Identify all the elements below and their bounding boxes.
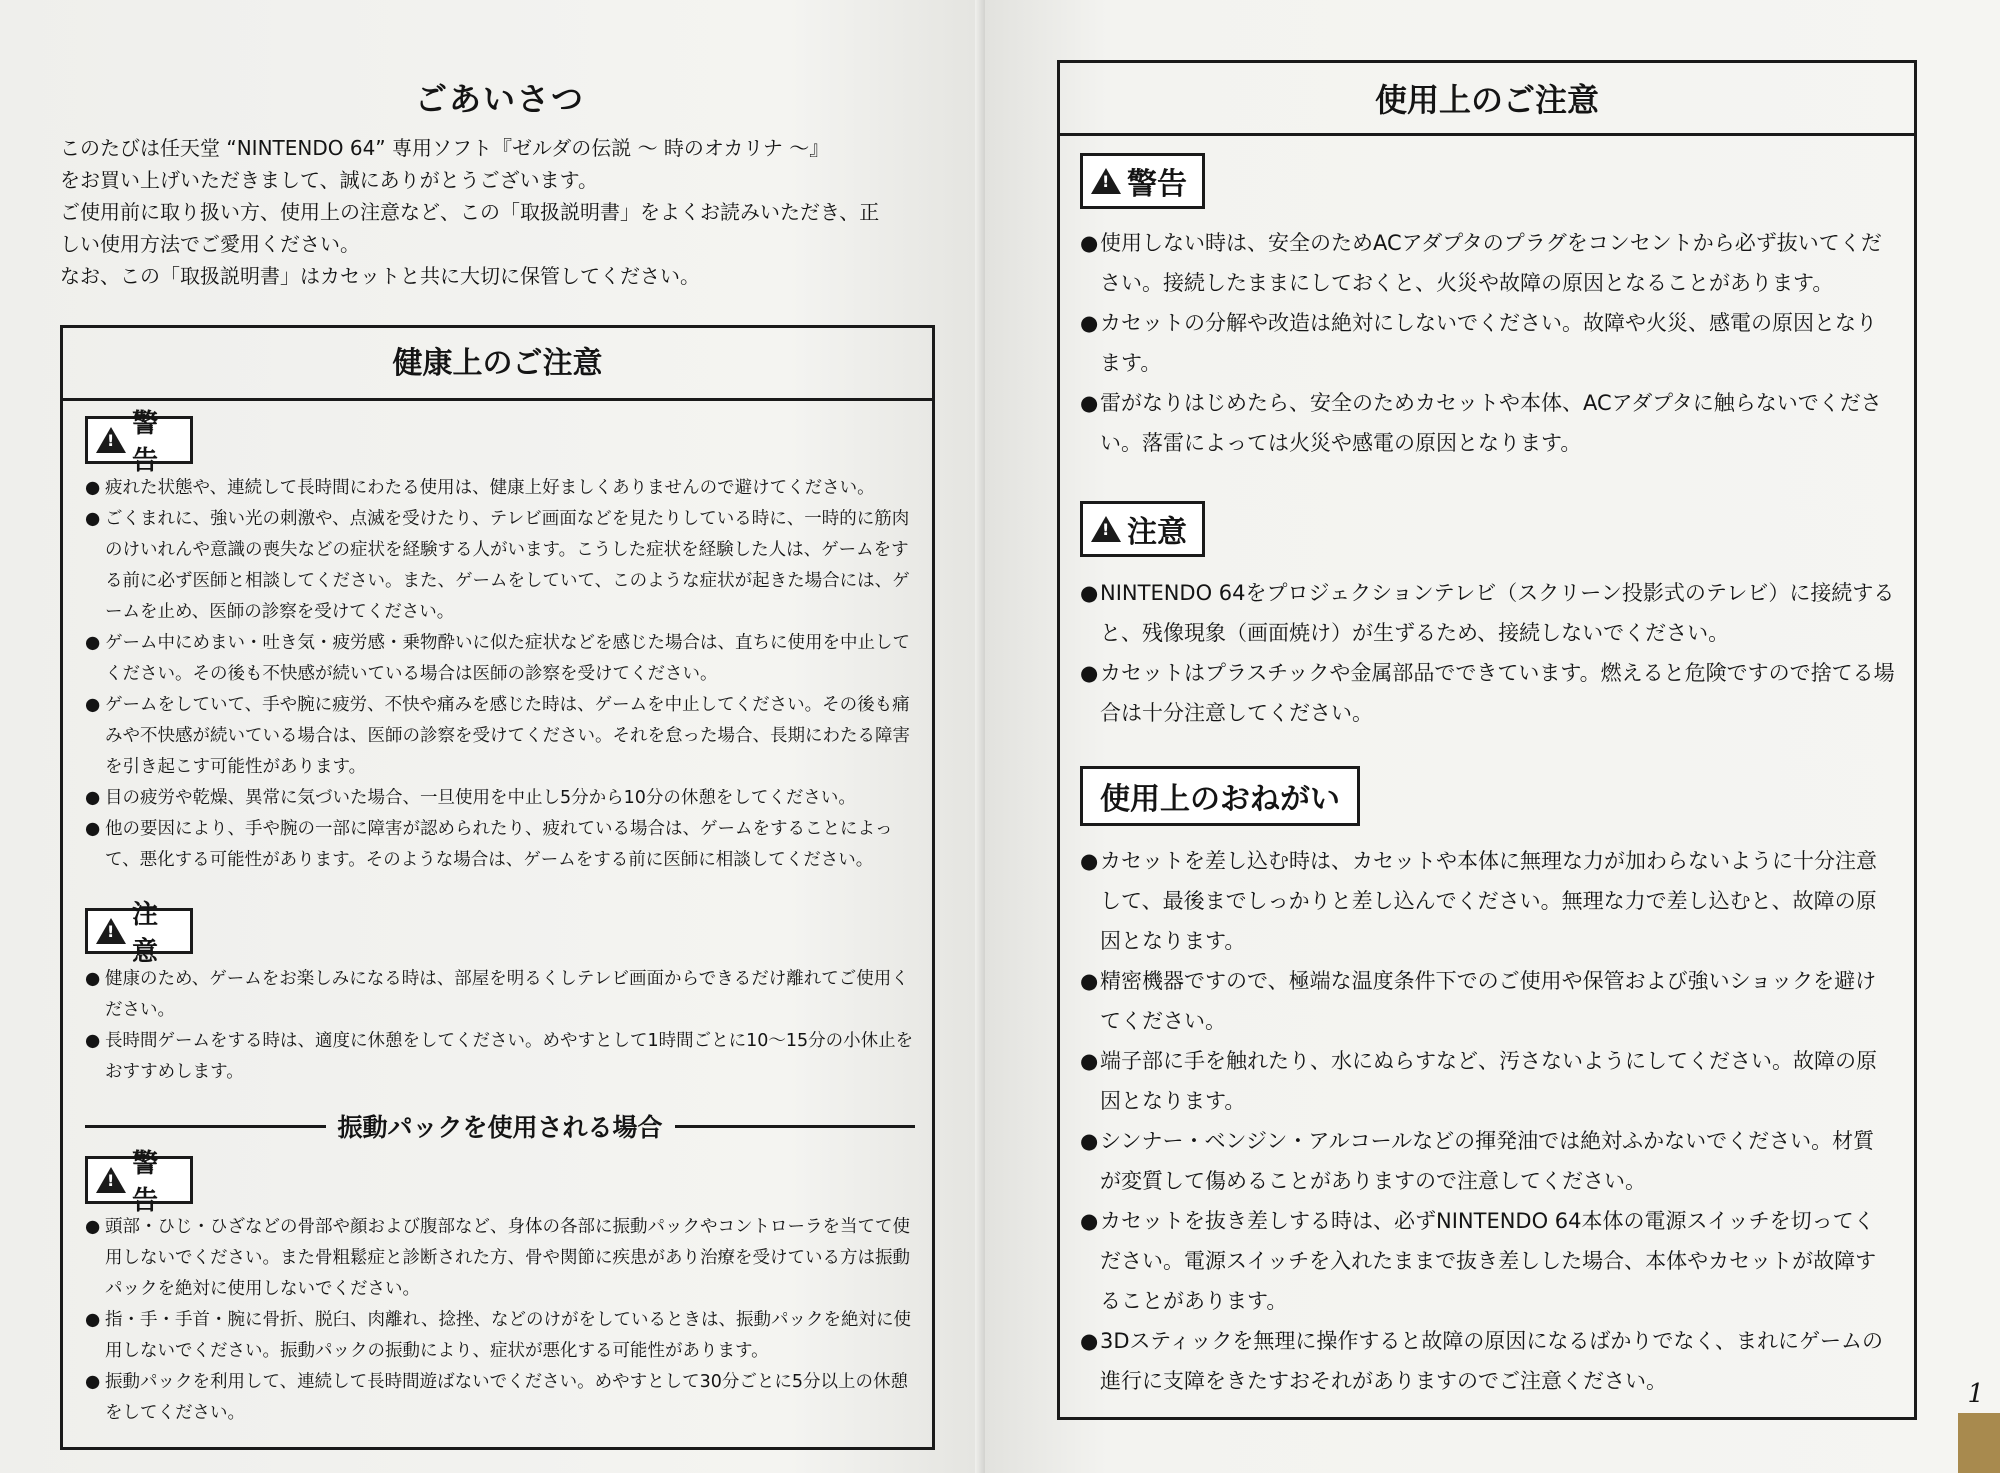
greeting-line: をお買い上げいただきまして、誠にありがとうございます。 bbox=[60, 168, 598, 192]
page-number: 1 bbox=[1967, 1379, 1984, 1409]
right-page bbox=[985, 0, 2000, 1473]
rumble-warning-list bbox=[85, 1212, 915, 1429]
usage-caution-label: ! 注意 bbox=[1080, 501, 1205, 557]
warning-triangle-icon bbox=[1091, 168, 1121, 194]
greeting-line: このたびは任天堂 “NINTENDO 64” 専用ソフト『ゼルダの伝説 〜 時のオカリナ 〜』 bbox=[60, 136, 830, 160]
list-item: ● シンナー・ベンジン・アルコールなどの揮発油では絶対ふかないでください。材質が変質して傷めることがありますので注意してください。 bbox=[1080, 1121, 1895, 1201]
health-notice-box bbox=[60, 325, 935, 1450]
usage-request-label: 使用上のおねがい bbox=[1080, 766, 1360, 826]
list-item: ● ゲーム中にめまい・吐き気・疲労感・乗物酔いに似た症状などを感じた場合は、直ちに使用を中止してください。その後も不快感が続いている場合は医師の診察を受けてください。 bbox=[85, 628, 915, 690]
heading-rule bbox=[85, 1125, 326, 1128]
list-item: ● 目の疲労や乾燥、異常に気づいた場合、一旦使用を中止し5分から10分の休憩をしてください。 bbox=[85, 783, 915, 814]
list-item: ● 振動パックを利用して、連続して長時間遊ばないでください。めやすとして30分ごとに5分以上の休憩をしてください。 bbox=[85, 1367, 915, 1429]
usage-notice-box bbox=[1057, 60, 1917, 1420]
list-item: ● 3Dスティックを無理に操作すると故障の原因になるばかりでなく、まれにゲームの進行に支障をきたすおそれがありますのでご注意ください。 bbox=[1080, 1321, 1895, 1401]
usage-warning-label: ! 警告 bbox=[1080, 153, 1205, 209]
list-item: ● 長時間ゲームをする時は、適度に休憩をしてください。めやすとして1時間ごとに10〜15分の小休止をおすすめします。 bbox=[85, 1026, 915, 1088]
usage-request-list bbox=[1080, 841, 1895, 1401]
warning-triangle-icon bbox=[96, 1167, 126, 1193]
greeting-text bbox=[60, 132, 940, 292]
caution-triangle-icon bbox=[1091, 516, 1121, 542]
health-warning-list bbox=[85, 473, 915, 876]
list-item: ● 指・手・手首・腕に骨折、脱臼、肉離れ、捻挫、などのけがをしているときは、振動パックを絶対に使用しないでください。振動パックの振動により、症状が悪化する可能性があります。 bbox=[85, 1305, 915, 1367]
list-item: ● 使用しない時は、安全のためACアダプタのプラグをコンセントから必ず抜いてください。接続したままにしておくと、火災や故障の原因となることがあります。 bbox=[1080, 223, 1895, 303]
list-item: ● カセットはプラスチックや金属部品でできています。燃えると危険ですので捨てる場合は十分注意してください。 bbox=[1080, 653, 1895, 733]
list-item: ● カセットを抜き差しする時は、必ずNINTENDO 64本体の電源スイッチを切ってください。電源スイッチを入れたままで抜き差しした場合、本体やカセットが故障することがあります。 bbox=[1080, 1201, 1895, 1321]
caution-triangle-icon bbox=[96, 918, 126, 944]
list-item: ● カセットの分解や改造は絶対にしないでください。故障や火災、感電の原因となります。 bbox=[1080, 303, 1895, 383]
list-item: ● 疲れた状態や、連続して長時間にわたる使用は、健康上好ましくありませんので避けてください。 bbox=[85, 473, 915, 504]
warning-triangle-icon bbox=[96, 427, 126, 453]
list-item: ● 端子部に手を触れたり、水にぬらすなど、汚さないようにしてください。故障の原因となります。 bbox=[1080, 1041, 1895, 1121]
list-item: ● 健康のため、ゲームをお楽しみになる時は、部屋を明るくしテレビ画面からできるだけ離れてご使用ください。 bbox=[85, 964, 915, 1026]
usage-notice-title: 使用上のご注意 bbox=[1060, 63, 1914, 136]
list-item: ● NINTENDO 64をプロジェクションテレビ（スクリーン投影式のテレビ）に接続すると、残像現象（画面焼け）が生ずるため、接続しないでください。 bbox=[1080, 573, 1895, 653]
rumble-warning-label: ! 警告 bbox=[85, 1156, 193, 1204]
heading-rule bbox=[675, 1125, 916, 1128]
list-item: ● 精密機器ですので、極端な温度条件下でのご使用や保管および強いショックを避けてください。 bbox=[1080, 961, 1895, 1041]
health-warning-label: ! 警告 bbox=[85, 416, 193, 464]
greeting-title: ごあいさつ bbox=[414, 80, 585, 118]
list-item: ● 他の要因により、手や腕の一部に障害が認められたり、疲れている場合は、ゲームをすることによって、悪化する可能性があります。そのような場合は、ゲームをする前に医師に相談してください。 bbox=[85, 814, 915, 876]
greeting-line: ご使用前に取り扱い方、使用上の注意など、この「取扱説明書」をよくお読みいただき、正 bbox=[60, 200, 880, 224]
left-page bbox=[0, 0, 985, 1473]
greeting-line: しい使用方法でご愛用ください。 bbox=[60, 232, 360, 256]
health-notice-title: 健康上のご注意 bbox=[63, 328, 932, 401]
list-item: ● ごくまれに、強い光の刺激や、点滅を受けたり、テレビ画面などを見たりしている時に、一時的に筋肉のけいれんや意識の喪失などの症状を経験する人がいます。こうした症状を経験した人は、ゲームをする前に必ず医師と相談してください。また、ゲームをしていて、このような症状が起きた場合には、ゲームを止め、医師の診察を受けてください。 bbox=[85, 504, 915, 628]
health-caution-label: ! 注意 bbox=[85, 908, 193, 954]
list-item: ● 雷がなりはじめたら、安全のためカセットや本体、ACアダプタに触らないでください。落雷によっては火災や感電の原因となります。 bbox=[1080, 383, 1895, 463]
usage-warning-list bbox=[1080, 223, 1895, 463]
list-item: ● 頭部・ひじ・ひざなどの骨部や顔および腹部など、身体の各部に振動パックやコントローラを当てて使用しないでください。また骨粗鬆症と診断された方、骨や関節に疾患があり治療を受けている方は振動パックを絶対に使用しないでください。 bbox=[85, 1212, 915, 1305]
list-item: ● カセットを差し込む時は、カセットや本体に無理な力が加わらないように十分注意して、最後までしっかりと差し込んでください。無理な力で差し込むと、故障の原因となります。 bbox=[1080, 841, 1895, 961]
usage-caution-list bbox=[1080, 573, 1895, 733]
rumble-pak-heading: 振動パックを使用される場合 bbox=[85, 1108, 915, 1144]
page-edge-tab bbox=[1958, 1413, 2000, 1473]
greeting-line: なお、この「取扱説明書」はカセットと共に大切に保管してください。 bbox=[60, 264, 700, 288]
health-caution-list bbox=[85, 964, 915, 1088]
list-item: ● ゲームをしていて、手や腕に疲労、不快や痛みを感じた時は、ゲームを中止してください。その後も痛みや不快感が続いている場合は、医師の診察を受けてください。それを怠った場合、長期にわたる障害を引き起こす可能性があります。 bbox=[85, 690, 915, 783]
